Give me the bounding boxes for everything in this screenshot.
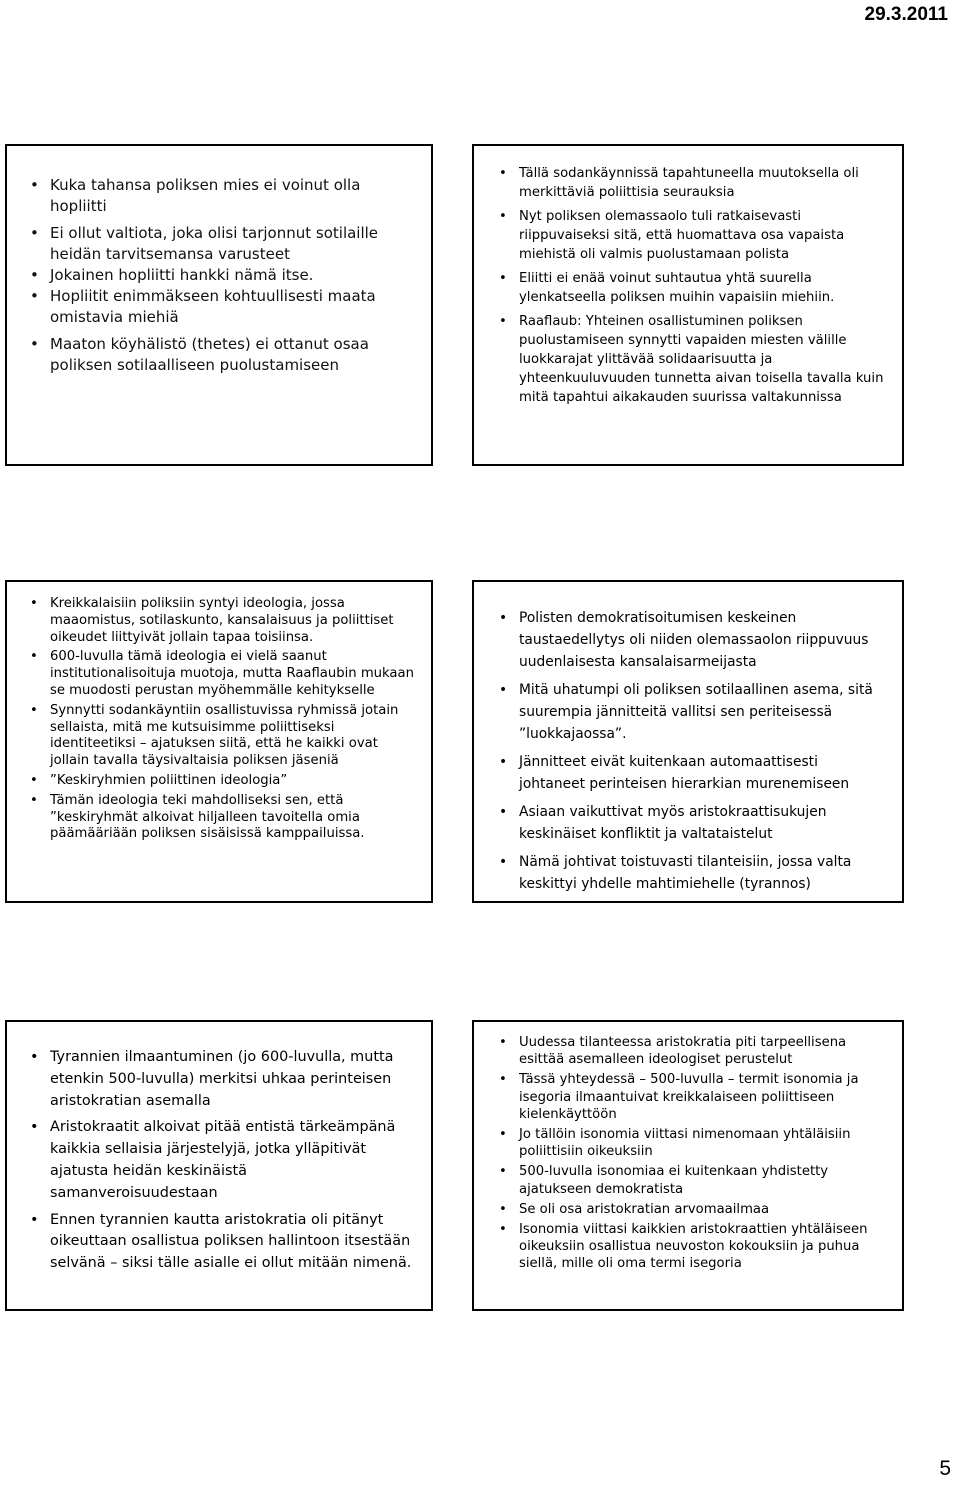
list-item-text: Jokainen hopliitti hankki nämä itse.: [50, 266, 314, 284]
list-item: [30, 223, 413, 265]
bullet-list: [474, 146, 902, 407]
bullet-icon: •: [499, 209, 507, 224]
list-item-text: Tämän ideologia teki mahdolliseksi sen, että ”keskiryhmät alkoivat hiljalleen tavoitella omia päämääriään poliksen sisäisissä kamppailuissa.: [50, 792, 365, 842]
list-item: [30, 703, 417, 770]
list-item-text: Jo tällöin isonomia viittasi nimenomaan yhtäläisiin poliittisiin oikeuksiin: [519, 1127, 851, 1160]
list-item-text: Tässä yhteydessä – 500-luvulla – termit isonomia ja isegoria ilmaantuivat kreikkalaiseen poliittiseen kielenkäyttöön: [519, 1072, 859, 1122]
bullet-icon: •: [499, 314, 507, 329]
list-item-text: ”Keskiryhmien poliittinen ideologia”: [50, 772, 288, 788]
bullet-icon: •: [30, 1119, 39, 1136]
list-item-text: 600-luvulla tämä ideologia ei vielä saanut institutionalisoituja muotoja, mutta Raaflaubin mukaan se muodosti perustan myöhemmälle kehitykselle: [50, 649, 414, 698]
bullet-icon: •: [30, 287, 39, 305]
list-item: [499, 607, 888, 673]
list-item: [30, 773, 417, 790]
list-item-text: Ei ollut valtiota, joka olisi tarjonnut sotilaille heidän tarvitsemansa varusteet: [50, 224, 379, 263]
bullet-icon: •: [30, 596, 38, 611]
list-item-text: Hopliitit enimmäkseen kohtuullisesti maata omistavia miehiä: [50, 287, 376, 326]
list-item: [499, 751, 888, 795]
list-item: [499, 312, 888, 407]
list-item-text: Raaflaub: Yhteinen osallistuminen poliksen puolustamiseen synnytti vapaiden miesten välille luokkarajat ylittävää solidaarisuutta ja yhteenkuuluvuuden tunnetta aivan toisella tavalla kuin mitä tapahtui aikakauden suurissa valtakunnissa: [519, 314, 884, 405]
bullet-icon: •: [499, 1164, 507, 1180]
list-item: [30, 596, 417, 646]
list-item-text: Nyt poliksen olemassaolo tuli ratkaisevasti riippuvaiseksi sitä, että huomattava osa vapaista miehistä oli valmis puolustamaan polista: [519, 209, 845, 262]
list-item: [30, 649, 417, 699]
bullet-icon: •: [30, 772, 38, 788]
bullet-icon: •: [499, 1127, 507, 1143]
bullet-list: [7, 1022, 431, 1275]
list-item-text: Uudessa tilanteessa aristokratia piti tarpeellisena esittää asemalleen ideologiset perustelut: [519, 1035, 847, 1068]
list-item: [499, 269, 888, 307]
list-item-text: Synnytti sodankäyntiin osallistuvissa ryhmissä jotain sellaista, mitä me kutsuisimme poliittiseksi identiteetiksi – ajatuksen siitä, että he kaikki ovat jollain tavalla täysivaltaisia poliksen jäseniä: [50, 702, 399, 769]
bullet-list: [7, 146, 431, 376]
list-item: [499, 1071, 888, 1123]
bullet-icon: •: [30, 335, 39, 353]
bullet-icon: •: [499, 1035, 507, 1050]
list-item: [30, 265, 413, 286]
list-item: [499, 1034, 888, 1068]
bullet-icon: •: [499, 1201, 507, 1217]
bullet-icon: •: [30, 1211, 39, 1228]
bullet-icon: •: [499, 754, 508, 770]
list-item: [499, 1221, 888, 1273]
bullet-icon: •: [30, 176, 39, 194]
slide-3: [5, 580, 433, 903]
list-item-text: Eliitti ei enää voinut suhtautua yhtä suurella ylenkatseella poliksen muihin vapaisiin miehiin.: [519, 271, 835, 305]
list-item: [30, 1210, 413, 1275]
bullet-icon: •: [30, 649, 38, 665]
list-item: [499, 851, 888, 895]
list-item-text: Jännitteet eivät kuitenkaan automaattisesti johtaneet perinteisen hierarkian murenemiseen: [519, 754, 850, 792]
bullet-icon: •: [499, 1072, 507, 1088]
slide-2: [472, 144, 904, 466]
bullet-icon: •: [499, 166, 507, 181]
bullet-icon: •: [499, 804, 508, 820]
list-item: [499, 1201, 888, 1218]
list-item: [30, 175, 413, 217]
list-item-text: Tyrannien ilmaantuminen (jo 600-luvulla, mutta etenkin 500-luvulla) merkitsi uhkaa perinteisen aristokratian asemalla: [50, 1049, 394, 1109]
bullet-icon: •: [30, 224, 39, 242]
bullet-list: [7, 582, 431, 843]
bullet-icon: •: [499, 271, 507, 286]
list-item-text: Polisten demokratisoitumisen keskeinen taustaedellytys oli niiden olemassaolon riippuvuus uudenlaisesta kansalaisarmeijasta: [519, 610, 869, 670]
bullet-list: [474, 1022, 902, 1273]
bullet-icon: •: [499, 1222, 507, 1238]
list-item: [30, 793, 417, 843]
bullet-icon: •: [30, 792, 38, 808]
list-item-text: Maaton köyhälistö (thetes) ei ottanut osaa poliksen sotilaalliseen puolustamiseen: [50, 335, 369, 374]
list-item: [499, 207, 888, 264]
document-date: 29.3.2011: [864, 4, 948, 25]
slide-5: [5, 1020, 433, 1311]
list-item-text: 500-luvulla isonomiaa ei kuitenkaan yhdistetty ajatukseen demokratista: [519, 1164, 829, 1197]
slide-1: [5, 144, 433, 466]
list-item: [30, 1047, 413, 1112]
list-item: [499, 801, 888, 845]
list-item-text: Kreikkalaisiin poliksiin syntyi ideologia, jossa maaomistus, sotilaskunto, kansalaisuus ja poliittiset oikeudet liittyivät jollain tapaa toisiinsa.: [50, 596, 394, 645]
bullet-list: [474, 582, 902, 895]
list-item-text: Mitä uhatumpi oli poliksen sotilaallinen asema, sitä suurempia jännitteitä vallitsi sen periteisessä ”luokkajaossa”.: [519, 682, 873, 742]
list-item-text: Se oli osa aristokratian arvomaailmaa: [519, 1201, 770, 1217]
bullet-icon: •: [30, 1049, 39, 1065]
bullet-icon: •: [30, 702, 38, 718]
slide-6: [472, 1020, 904, 1311]
list-item: [499, 164, 888, 202]
list-item-text: Kuka tahansa poliksen mies ei voinut olla hopliitti: [50, 176, 361, 215]
bullet-icon: •: [499, 854, 508, 870]
list-item-text: Ennen tyrannien kautta aristokratia oli pitänyt oikeuttaan osallistua poliksen hallintoon itsestään selvänä – siksi tälle asialle ei ollut mitään nimenä.: [50, 1211, 412, 1272]
slide-4: [472, 580, 904, 903]
list-item: [30, 334, 413, 376]
list-item: [499, 1163, 888, 1197]
list-item-text: Tällä sodankäynnissä tapahtuneella muutoksella oli merkittäviä poliittisia seurauksia: [519, 166, 859, 200]
list-item-text: Asiaan vaikuttivat myös aristokraattisukujen keskinäiset konfliktit ja valtataistelut: [519, 804, 827, 842]
list-item: [30, 286, 413, 328]
list-item: [30, 1117, 413, 1204]
list-item-text: Aristokraatit alkoivat pitää entistä tärkeämpänä kaikkia sellaisia järjestelyjä, jotka ylläpitivät ajatusta heidän keskinäistä samanveroisuudestaan: [50, 1119, 396, 1201]
list-item: [499, 679, 888, 745]
page-number: 5: [939, 1457, 951, 1480]
bullet-icon: •: [30, 266, 39, 284]
bullet-icon: •: [499, 610, 508, 626]
bullet-icon: •: [499, 682, 508, 698]
list-item: [499, 1126, 888, 1160]
list-item-text: Isonomia viittasi kaikkien aristokraattien yhtäläiseen oikeuksiin osallistua neuvoston kokouksiin ja puhua siellä, mille oli oma termi isegoria: [519, 1222, 868, 1272]
list-item-text: Nämä johtivat toistuvasti tilanteisiin, jossa valta keskittyi yhdelle mahtimiehelle (tyrannos): [519, 854, 852, 892]
